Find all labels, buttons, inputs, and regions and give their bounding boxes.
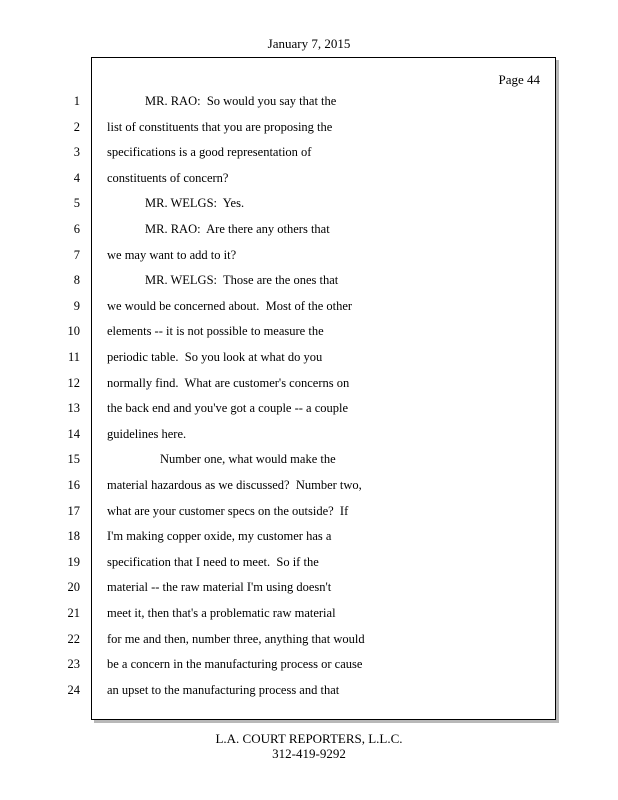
line-number: 21: [67, 606, 80, 620]
footer-phone: 312-419-9292: [272, 746, 346, 761]
transcript-line: the back end and you've got a couple -- a couple: [107, 401, 349, 416]
transcript-line: specification that I need to meet. So if the: [107, 554, 319, 569]
line-number: 11: [67, 350, 80, 364]
transcript-line: be a concern in the manufacturing process or cause: [107, 657, 363, 672]
line-number: 1: [73, 94, 80, 108]
line-number: 16: [67, 478, 80, 492]
transcript-line: material hazardous as we discussed? Number two,: [107, 478, 362, 492]
line-number: 6: [73, 222, 80, 236]
line-number: 7: [73, 247, 80, 262]
line-number: 3: [73, 145, 80, 160]
transcript-line: MR. WELGS: Those are the ones that: [145, 273, 339, 288]
line-number: 19: [67, 554, 80, 569]
transcript-line: material -- the raw material I'm using doesn't: [107, 580, 332, 595]
line-number: 14: [67, 426, 80, 441]
line-number: 17: [67, 503, 80, 518]
line-number: 2: [73, 119, 80, 134]
header-date: January 7, 2015: [267, 36, 351, 51]
line-number: 8: [73, 273, 80, 288]
line-number: 24: [67, 682, 80, 697]
line-number: 22: [67, 631, 80, 646]
footer-company: L.A. COURT REPORTERS, L.L.C.: [215, 731, 403, 746]
transcript-line: meet it, then that's a problematic raw material: [107, 606, 336, 620]
transcript-line: MR. RAO: Are there any others that: [145, 222, 330, 236]
transcript-line: for me and then, number three, anything that would: [107, 631, 365, 646]
transcript-line: MR. RAO: So would you say that the: [145, 94, 337, 108]
transcript-line: we would be concerned about. Most of the other: [107, 298, 353, 313]
line-number: 12: [67, 375, 80, 390]
line-number: 4: [73, 170, 80, 185]
line-number: 23: [67, 657, 80, 672]
transcript-line: we may want to add to it?: [107, 247, 237, 262]
transcript-line: what are your customer specs on the outside? If: [107, 503, 349, 518]
transcript-line: guidelines here.: [107, 426, 187, 441]
transcript-line: an upset to the manufacturing process and that: [107, 682, 340, 697]
transcript-line: I'm making copper oxide, my customer has a: [107, 529, 332, 544]
transcript-line: MR. WELGS: Yes.: [145, 196, 245, 211]
transcript-line: elements -- it is not possible to measure the: [107, 324, 324, 339]
transcript-line: constituents of concern?: [107, 170, 229, 185]
footer: [0, 731, 618, 761]
line-number: 18: [67, 529, 80, 544]
line-number: 13: [67, 401, 80, 416]
transcript-line: Number one, what would make the: [160, 452, 336, 467]
page-number: Page 44: [498, 72, 540, 87]
line-number: 9: [73, 298, 80, 313]
transcript-line: list of constituents that you are proposing the: [107, 119, 333, 134]
transcript-line: specifications is a good representation of: [107, 145, 312, 160]
line-number: 20: [67, 580, 80, 595]
line-number: 10: [67, 324, 80, 339]
line-number: 5: [73, 196, 80, 211]
transcript-line: normally find. What are customer's concerns on: [107, 375, 350, 390]
line-number: 15: [67, 452, 80, 467]
transcript-line: periodic table. So you look at what do you: [107, 350, 323, 364]
